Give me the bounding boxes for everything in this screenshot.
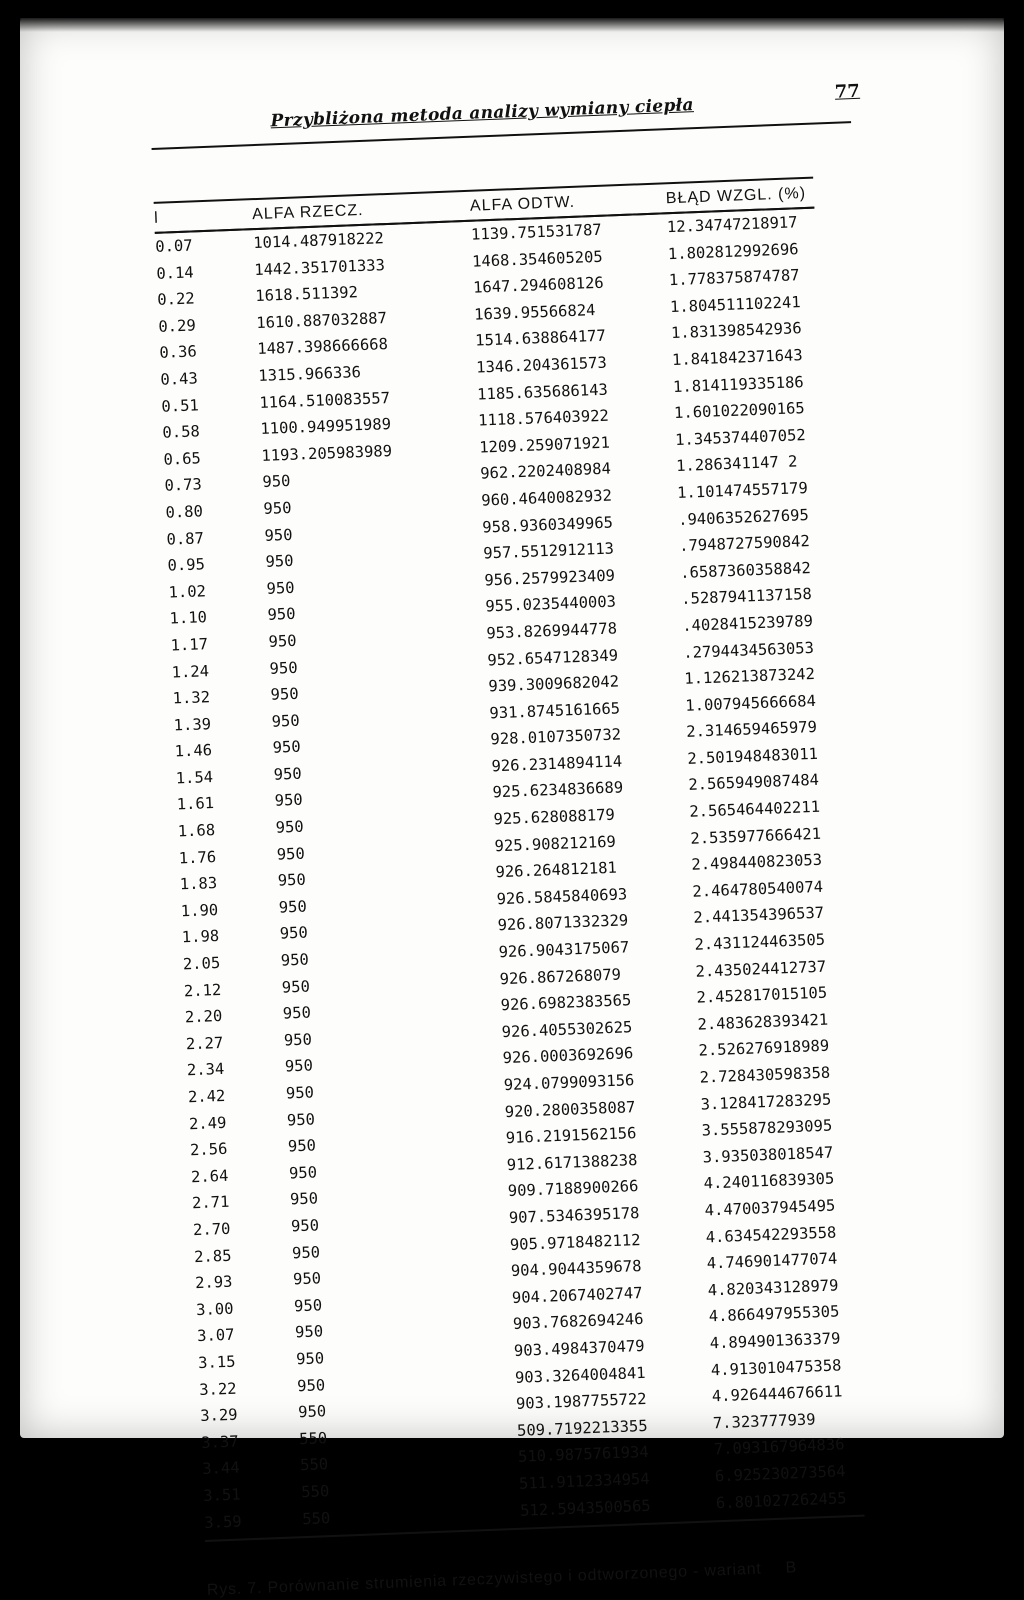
cell-alfa-rzecz: 950 — [283, 1030, 313, 1050]
cell-alfa-odtw: 904.2067402747 — [511, 1283, 643, 1307]
cell-l: 2.56 — [189, 1139, 228, 1160]
cell-alfa-rzecz: 950 — [278, 897, 308, 917]
cell-alfa-rzecz: 950 — [262, 472, 291, 492]
cell-blad-wzgl: 1.345374407052 — [674, 425, 807, 449]
cell-l: 2.93 — [194, 1272, 233, 1293]
cell-l: 1.02 — [168, 581, 207, 602]
cell-blad-wzgl: 4.866497955305 — [708, 1302, 840, 1326]
cell-blad-wzgl: 2.535977666421 — [690, 824, 822, 848]
cell-alfa-rzecz: 950 — [287, 1136, 317, 1156]
cell-alfa-odtw: 926.0003692696 — [502, 1044, 634, 1068]
cell-alfa-rzecz: 950 — [263, 498, 292, 518]
cell-l: 1.10 — [169, 608, 208, 628]
cell-l: 0.95 — [167, 555, 206, 575]
page-content — [150, 81, 907, 1600]
cell-blad-wzgl: 2.314659465979 — [686, 718, 818, 742]
cell-alfa-odtw: 956.2579923409 — [484, 566, 616, 590]
running-head-title: Przybliżona metoda analizy wymiany ciepła — [270, 95, 695, 132]
cell-l: 1.54 — [175, 767, 214, 788]
cell-l: 1.32 — [172, 688, 211, 708]
cell-alfa-rzecz: 550 — [298, 1428, 328, 1448]
cell-blad-wzgl: 2.435024412737 — [695, 957, 827, 981]
cell-blad-wzgl: 2.464780540074 — [692, 877, 824, 901]
cell-blad-wzgl: 4.820343128979 — [707, 1276, 839, 1300]
running-head — [150, 80, 861, 150]
cell-blad-wzgl: 1.778375874787 — [668, 266, 800, 290]
cell-alfa-rzecz: 950 — [273, 764, 303, 784]
data-table — [154, 185, 864, 1536]
column-header-l: l — [153, 209, 160, 227]
cell-alfa-rzecz: 950 — [285, 1083, 315, 1103]
cell-alfa-rzecz: 950 — [294, 1322, 324, 1342]
cell-l: 1.24 — [171, 661, 210, 682]
cell-blad-wzgl: 4.913010475358 — [710, 1355, 842, 1379]
cell-blad-wzgl: 1.804511102241 — [669, 292, 801, 316]
cell-alfa-rzecz: 1442.351701333 — [253, 255, 386, 279]
cell-l: 2.12 — [183, 980, 222, 1000]
cell-alfa-rzecz: 950 — [277, 870, 307, 890]
cell-l: 0.14 — [156, 263, 195, 283]
cell-l: 3.59 — [203, 1512, 242, 1532]
cell-alfa-odtw: 903.3264004841 — [514, 1363, 646, 1387]
cell-alfa-rzecz: 1014.487918222 — [252, 229, 385, 253]
cell-alfa-rzecz: 550 — [299, 1455, 329, 1475]
cell-l: 3.37 — [200, 1432, 239, 1452]
cell-l: 0.87 — [166, 528, 205, 549]
cell-alfa-rzecz: 950 — [292, 1269, 322, 1289]
cell-alfa-odtw: 925.908212169 — [494, 832, 617, 855]
cell-blad-wzgl: 6.925230273564 — [714, 1462, 846, 1486]
cell-blad-wzgl: 2.498440823053 — [691, 851, 823, 875]
cell-blad-wzgl: 2.728430598358 — [699, 1063, 831, 1087]
page-number: 77 — [834, 80, 861, 103]
cell-blad-wzgl: 3.555878293095 — [701, 1116, 833, 1140]
cell-l: 1.39 — [173, 714, 212, 735]
cell-alfa-odtw: 1118.576403922 — [477, 406, 610, 430]
cell-alfa-rzecz: 950 — [270, 684, 299, 704]
cell-alfa-rzecz: 950 — [279, 923, 309, 944]
cell-alfa-odtw: 509.7192213355 — [516, 1416, 648, 1440]
cell-alfa-rzecz: 1487.398666668 — [257, 335, 389, 359]
cell-alfa-rzecz: 950 — [286, 1110, 316, 1130]
cell-l: 2.64 — [190, 1166, 229, 1186]
column-header-blad-wzgl: BŁĄD WZGL. (%) — [665, 184, 807, 208]
cell-alfa-rzecz: 950 — [295, 1349, 325, 1369]
cell-alfa-odtw: 926.8071332329 — [497, 911, 629, 935]
caption-variant: B — [785, 1559, 798, 1577]
cell-alfa-odtw: 920.2800358087 — [504, 1097, 636, 1121]
cell-alfa-rzecz: 1193.205983989 — [261, 441, 393, 465]
cell-l: 2.85 — [193, 1246, 232, 1266]
cell-alfa-odtw: 512.5943500565 — [519, 1496, 652, 1520]
cell-alfa-rzecz: 950 — [265, 551, 294, 572]
cell-alfa-rzecz: 950 — [268, 631, 297, 651]
cell-alfa-rzecz: 950 — [289, 1189, 319, 1209]
cell-alfa-rzecz: 950 — [280, 950, 310, 970]
caption-text: Rys. 7. Porównanie strumienia rzeczywistego i odtworzonego - wariant — [206, 1560, 762, 1599]
cell-l: 1.98 — [181, 927, 220, 947]
cell-blad-wzgl: 1.814119335186 — [672, 372, 804, 396]
cell-l: 0.65 — [163, 449, 202, 469]
cell-l: 2.70 — [192, 1219, 231, 1240]
cell-blad-wzgl: 1.831398542936 — [670, 319, 802, 343]
cell-alfa-odtw: 958.9360349965 — [481, 513, 614, 537]
cell-blad-wzgl: 6.801027262455 — [715, 1488, 847, 1512]
cell-alfa-odtw: 939.3009682042 — [488, 672, 620, 696]
cell-blad-wzgl: 4.470037945495 — [704, 1196, 836, 1220]
cell-blad-wzgl: 4.746901477074 — [706, 1249, 838, 1273]
cell-blad-wzgl: 2.452817015105 — [696, 983, 828, 1007]
cell-l: 2.05 — [182, 953, 221, 974]
cell-l: 3.15 — [197, 1352, 236, 1373]
cell-blad-wzgl: .9406352627695 — [677, 505, 810, 529]
cell-blad-wzgl: 4.926444676611 — [711, 1382, 843, 1406]
cell-l: 0.22 — [157, 289, 196, 310]
cell-alfa-rzecz: 950 — [284, 1056, 314, 1076]
cell-l: 0.51 — [161, 395, 200, 416]
cell-alfa-rzecz: 950 — [296, 1375, 326, 1395]
cell-alfa-odtw: 511.9112334954 — [518, 1469, 650, 1493]
cell-alfa-odtw: 926.5845840693 — [496, 885, 628, 909]
cell-alfa-odtw: 926.4055302625 — [501, 1017, 633, 1041]
cell-blad-wzgl: .7948727590842 — [678, 532, 811, 556]
cell-alfa-odtw: 1346.204361573 — [475, 353, 608, 377]
cell-alfa-rzecz: 1315.966336 — [258, 363, 362, 385]
cell-blad-wzgl: 3.935038018547 — [702, 1143, 834, 1167]
cell-alfa-odtw: 960.4640082932 — [480, 486, 613, 510]
cell-alfa-odtw: 904.9044359678 — [510, 1257, 642, 1281]
cell-l: 2.42 — [187, 1086, 226, 1107]
cell-blad-wzgl: 2.431124463505 — [694, 930, 826, 954]
cell-alfa-odtw: 926.9043175067 — [498, 938, 630, 962]
cell-alfa-odtw: 916.2191562156 — [505, 1124, 637, 1148]
cell-l: 3.29 — [199, 1405, 238, 1426]
table-body — [155, 208, 865, 1536]
cell-l: 3.22 — [198, 1379, 237, 1399]
cell-alfa-rzecz: 950 — [297, 1402, 327, 1422]
cell-l: 3.44 — [201, 1458, 240, 1479]
cell-alfa-rzecz: 1164.510083557 — [259, 388, 391, 412]
cell-blad-wzgl: 1.841842371643 — [671, 346, 803, 370]
cell-blad-wzgl: 2.526276918989 — [698, 1037, 830, 1061]
cell-l: 0.36 — [159, 342, 198, 363]
cell-alfa-rzecz: 950 — [266, 578, 295, 598]
cell-alfa-odtw: 909.7188900266 — [507, 1177, 639, 1201]
cell-alfa-rzecz: 950 — [271, 711, 300, 731]
cell-alfa-odtw: 905.9718482112 — [509, 1230, 641, 1254]
cell-alfa-odtw: 928.0107350732 — [490, 725, 622, 749]
cell-blad-wzgl: 1.802812992696 — [667, 239, 799, 263]
cell-alfa-odtw: 925.628088179 — [493, 805, 616, 829]
cell-l: 2.20 — [184, 1007, 223, 1027]
cell-blad-wzgl: .4028415239789 — [681, 611, 814, 635]
cell-alfa-rzecz: 950 — [290, 1216, 320, 1236]
cell-l: 3.51 — [202, 1485, 241, 1505]
column-header-alfa-rzecz: ALFA RZECZ. — [251, 201, 364, 224]
cell-alfa-odtw: 931.8745161665 — [489, 699, 621, 723]
cell-alfa-rzecz: 1610.887032887 — [255, 308, 388, 332]
cell-blad-wzgl: 1.601022090165 — [673, 399, 806, 423]
cell-l: 0.43 — [160, 369, 199, 389]
cell-blad-wzgl: 4.240116839305 — [703, 1169, 835, 1193]
cell-alfa-odtw: 955.0235440003 — [485, 592, 617, 616]
cell-alfa-rzecz: 950 — [291, 1242, 321, 1262]
cell-blad-wzgl: .2794434563053 — [682, 638, 815, 662]
cell-l: 1.46 — [174, 741, 213, 761]
cell-alfa-odtw: 1514.638864177 — [474, 327, 607, 351]
cell-alfa-odtw: 903.4984370479 — [513, 1336, 645, 1360]
cell-blad-wzgl: 3.128417283295 — [700, 1090, 832, 1114]
cell-l: 1.83 — [179, 874, 218, 894]
cell-l: 2.34 — [186, 1060, 225, 1080]
cell-blad-wzgl: 1.286341147 2 — [675, 452, 798, 476]
cell-alfa-rzecz: 950 — [276, 844, 306, 864]
cell-blad-wzgl: .5287941137158 — [680, 585, 813, 609]
cell-alfa-rzecz: 950 — [274, 791, 304, 811]
scanned-page — [20, 18, 1004, 1599]
cell-l: 3.07 — [196, 1326, 235, 1346]
cell-l: 1.17 — [170, 635, 209, 655]
cell-l: 2.71 — [191, 1193, 230, 1213]
cell-l: 1.68 — [177, 821, 216, 841]
cell-alfa-rzecz: 950 — [269, 658, 298, 678]
cell-alfa-odtw: 1468.354605205 — [471, 247, 604, 271]
column-header-alfa-odtw: ALFA ODTW. — [469, 193, 576, 215]
cell-l: 3.00 — [195, 1299, 234, 1319]
cell-alfa-odtw: 953.8269944778 — [486, 619, 618, 643]
cell-alfa-odtw: 957.5512912113 — [483, 539, 615, 563]
cell-alfa-rzecz: 1618.511392 — [254, 283, 359, 306]
cell-blad-wzgl: 7.323777939 — [712, 1410, 816, 1433]
cell-blad-wzgl: 2.483628393421 — [697, 1010, 829, 1034]
cell-l: 0.73 — [164, 475, 203, 496]
cell-l: 1.76 — [178, 847, 217, 868]
cell-alfa-rzecz: 950 — [264, 525, 293, 545]
cell-alfa-odtw: 903.1987755722 — [515, 1390, 647, 1414]
cell-blad-wzgl: 12.34747218917 — [666, 213, 798, 237]
cell-alfa-odtw: 926.2314894114 — [491, 752, 623, 776]
cell-blad-wzgl: 4.894901363379 — [709, 1329, 841, 1353]
cell-alfa-rzecz: 950 — [281, 977, 311, 997]
cell-alfa-odtw: 924.0799093156 — [503, 1071, 635, 1095]
cell-alfa-rzecz: 1100.949951989 — [260, 415, 392, 439]
cell-blad-wzgl: 2.565464402211 — [689, 797, 821, 821]
cell-blad-wzgl: 1.101474557179 — [676, 478, 809, 502]
cell-l: 1.61 — [176, 794, 215, 814]
cell-l: 0.80 — [165, 502, 204, 522]
figure-caption — [207, 1555, 907, 1600]
cell-alfa-rzecz: 950 — [275, 817, 305, 837]
cell-l: 0.07 — [154, 236, 193, 256]
cell-alfa-odtw: 1639.95566824 — [473, 300, 596, 324]
cell-alfa-odtw: 903.7682694246 — [512, 1310, 644, 1334]
cell-blad-wzgl: 2.501948483011 — [687, 744, 819, 768]
cell-alfa-odtw: 926.6982383565 — [500, 991, 632, 1015]
cell-alfa-rzecz: 550 — [301, 1508, 331, 1528]
cell-alfa-rzecz: 950 — [288, 1163, 318, 1183]
cell-alfa-odtw: 1647.294608126 — [472, 273, 605, 297]
cell-blad-wzgl: 7.093167964836 — [713, 1435, 845, 1459]
cell-alfa-odtw: 925.6234836689 — [492, 778, 624, 802]
cell-alfa-odtw: 1185.635686143 — [476, 380, 609, 404]
cell-alfa-rzecz: 950 — [293, 1296, 323, 1316]
cell-blad-wzgl: 2.441354396537 — [693, 904, 825, 928]
cell-l: 0.29 — [158, 316, 197, 336]
cell-l: 1.90 — [180, 900, 219, 921]
cell-l: 0.58 — [162, 422, 201, 442]
cell-alfa-odtw: 926.867268079 — [499, 965, 622, 988]
cell-blad-wzgl: 1.007945666684 — [684, 691, 817, 715]
cell-alfa-odtw: 912.6171388238 — [506, 1150, 638, 1174]
cell-blad-wzgl: 2.565949087484 — [688, 771, 820, 795]
cell-alfa-odtw: 907.5346395178 — [508, 1204, 640, 1228]
scan-shadow — [20, 18, 1004, 32]
cell-alfa-rzecz: 550 — [300, 1482, 330, 1502]
cell-alfa-odtw: 1139.751531787 — [470, 220, 603, 244]
cell-l: 2.49 — [188, 1113, 227, 1133]
cell-alfa-odtw: 962.2202408984 — [479, 459, 612, 483]
cell-l: 2.27 — [185, 1033, 224, 1054]
cell-alfa-rzecz: 950 — [282, 1003, 312, 1023]
cell-blad-wzgl: 1.126213873242 — [683, 664, 816, 688]
cell-alfa-odtw: 926.264812181 — [495, 858, 618, 882]
cell-alfa-rzecz: 950 — [272, 737, 301, 758]
cell-alfa-odtw: 510.9875761934 — [517, 1443, 649, 1467]
cell-alfa-rzecz: 950 — [267, 605, 296, 625]
cell-blad-wzgl: 4.634542293558 — [705, 1223, 837, 1247]
cell-blad-wzgl: .6587360358842 — [679, 558, 812, 582]
cell-alfa-odtw: 1209.259071921 — [478, 433, 611, 457]
cell-alfa-odtw: 952.6547128349 — [487, 645, 619, 669]
